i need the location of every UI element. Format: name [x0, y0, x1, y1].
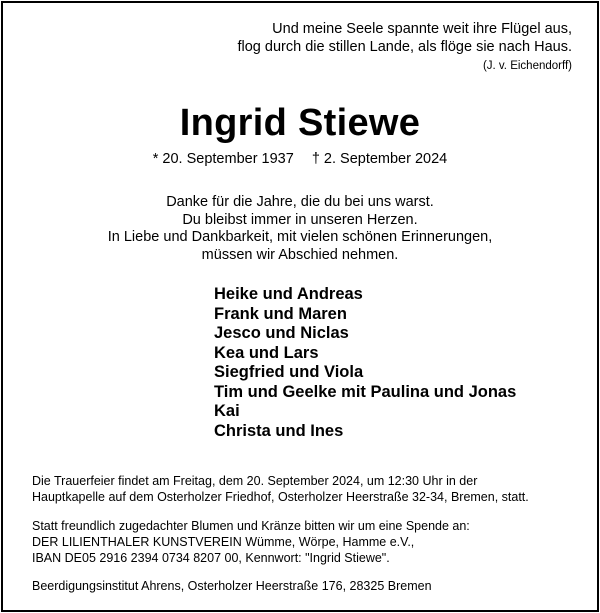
poem-quote — [237, 20, 572, 56]
donation-line: DER LILIENTHALER KUNSTVEREIN Wümme, Wörpe, Hamme e.V., — [32, 535, 415, 549]
mourner-name: Kea und Lars — [214, 343, 319, 362]
service-line: Die Trauerfeier findet am Freitag, dem 20. September 2024, um 12:30 Uhr in der — [32, 474, 478, 488]
mourner-name: Kai — [214, 402, 240, 420]
donation-line: IBAN DE05 2916 2394 0734 8207 00, Kennwort: "Ingrid Stiewe". — [32, 551, 390, 565]
funeral-service-info — [32, 473, 529, 505]
undertaker-line: Beerdigungsinstitut Ahrens, Osterholzer Heerstraße 176, 28325 Bremen — [32, 579, 432, 593]
service-line: Hauptkapelle auf dem Osterholzer Friedhof, Osterholzer Heerstraße 32-34, Bremen, statt. — [32, 490, 529, 504]
mourners-list — [214, 285, 516, 441]
thanks-line: Danke für die Jahre, die du bei uns warst. — [166, 194, 434, 210]
donation-line: Statt freundlich zugedachter Blumen und Kränze bitten wir um eine Spende an: — [32, 519, 470, 533]
death-date: † 2. September 2024 — [311, 151, 448, 167]
mourner-name: Siegfried und Viola — [214, 363, 364, 381]
mourner-name: Frank und Maren — [214, 304, 347, 323]
mourner-name: Jesco und Niclas — [214, 324, 349, 342]
deceased-name: Ingrid Stiewe — [179, 102, 421, 144]
thanks-line: Du bleibst immer in unseren Herzen. — [182, 211, 418, 228]
life-dates — [0, 150, 600, 168]
thanks-line: müssen wir Abschied nehmen. — [201, 246, 399, 263]
mourner-name: Heike und Andreas — [214, 285, 363, 303]
undertaker-info — [32, 578, 432, 594]
poem-author: (J. v. Eichendorff) — [482, 60, 572, 72]
thanks-text — [0, 194, 600, 264]
mourner-name: Christa und Ines — [214, 421, 344, 440]
poem-line: flog durch die stillen Lande, als flöge sie nach Haus. — [237, 39, 572, 55]
birth-date: * 20. September 1937 — [152, 151, 294, 167]
mourner-name: Tim und Geelke mit Paulina und Jonas — [214, 382, 517, 401]
poem-line: Und meine Seele spannte weit ihre Flügel aus, — [272, 21, 572, 37]
donation-info — [32, 518, 470, 566]
thanks-line: In Liebe und Dankbarkeit, mit vielen schönen Erinnerungen, — [107, 229, 493, 245]
